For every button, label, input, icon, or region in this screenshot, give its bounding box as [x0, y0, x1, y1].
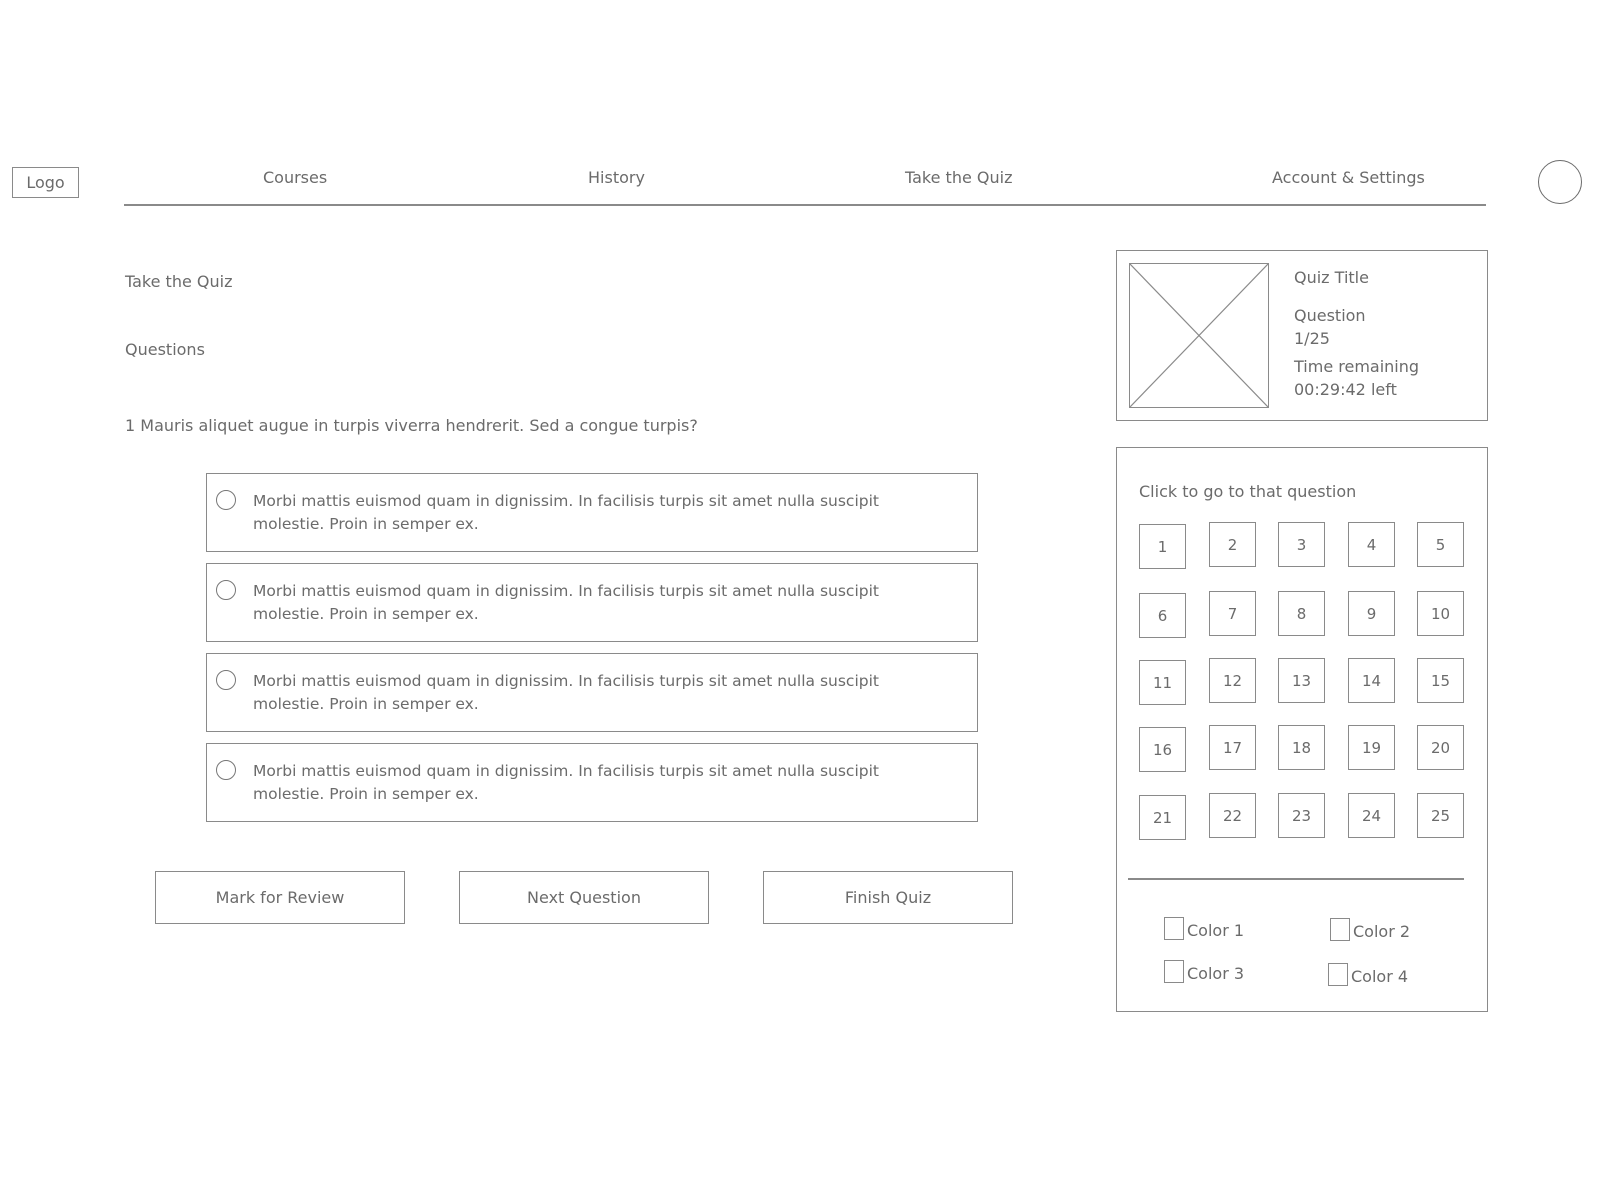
nav-divider: [124, 204, 1486, 206]
navigator-title: Click to go to that question: [1139, 482, 1357, 501]
legend-color-1[interactable]: [1164, 917, 1244, 940]
image-placeholder-icon: [1129, 263, 1269, 408]
question-text: 1 Mauris aliquet augue in turpis viverra hendrerit. Sed a congue turpis?: [125, 416, 698, 435]
quiz-info-card: [1116, 250, 1488, 421]
question-nav-button-13[interactable]: 13: [1278, 658, 1325, 703]
radio-icon[interactable]: [216, 490, 236, 510]
question-nav-button-17[interactable]: 17: [1209, 725, 1256, 770]
time-remaining-value: 00:29:42 left: [1294, 380, 1397, 399]
section-label: Questions: [125, 340, 205, 359]
question-nav-button-7[interactable]: 7: [1209, 591, 1256, 636]
nav-history[interactable]: History: [588, 168, 645, 187]
question-label: Question: [1294, 306, 1366, 325]
legend-color-4[interactable]: [1328, 963, 1408, 986]
question-nav-button-9[interactable]: 9: [1348, 591, 1395, 636]
question-nav-button-10[interactable]: 10: [1417, 591, 1464, 636]
question-nav-button-8[interactable]: 8: [1278, 591, 1325, 636]
nav-take-the-quiz[interactable]: Take the Quiz: [905, 168, 1013, 187]
answer-text: Morbi mattis euismod quam in dignissim. In facilisis turpis sit amet nulla suscipit molestie. Proin in semper ex.: [253, 762, 879, 803]
legend-label: Color 2: [1353, 922, 1411, 941]
legend-label: Color 1: [1187, 921, 1245, 940]
nav-account-settings[interactable]: Account & Settings: [1272, 168, 1425, 187]
answer-option-4[interactable]: [206, 743, 978, 822]
question-nav-button-14[interactable]: 14: [1348, 658, 1395, 703]
question-nav-button-4[interactable]: 4: [1348, 522, 1395, 567]
navigator-divider: [1128, 878, 1464, 880]
nav-courses[interactable]: Courses: [263, 168, 328, 187]
finish-quiz-button[interactable]: Finish Quiz: [763, 871, 1013, 924]
next-question-button[interactable]: Next Question: [459, 871, 709, 924]
answer-text: Morbi mattis euismod quam in dignissim. In facilisis turpis sit amet nulla suscipit molestie. Proin in semper ex.: [253, 672, 879, 713]
question-nav-button-21[interactable]: 21: [1139, 795, 1186, 840]
question-nav-button-15[interactable]: 15: [1417, 658, 1464, 703]
answer-option-3[interactable]: [206, 653, 978, 732]
radio-icon[interactable]: [216, 760, 236, 780]
question-nav-button-22[interactable]: 22: [1209, 793, 1256, 838]
question-nav-button-1[interactable]: 1: [1139, 524, 1186, 569]
answer-text: Morbi mattis euismod quam in dignissim. In facilisis turpis sit amet nulla suscipit molestie. Proin in semper ex.: [253, 582, 879, 623]
question-nav-button-2[interactable]: 2: [1209, 522, 1256, 567]
question-nav-button-12[interactable]: 12: [1209, 658, 1256, 703]
question-nav-button-5[interactable]: 5: [1417, 522, 1464, 567]
legend-label: Color 4: [1351, 967, 1409, 986]
checkbox-icon[interactable]: [1330, 918, 1350, 941]
question-progress: 1/25: [1294, 329, 1330, 348]
question-nav-button-3[interactable]: 3: [1278, 522, 1325, 567]
question-nav-button-25[interactable]: 25: [1417, 793, 1464, 838]
legend-label: Color 3: [1187, 964, 1245, 983]
question-nav-button-11[interactable]: 11: [1139, 660, 1186, 705]
checkbox-icon[interactable]: [1164, 960, 1184, 983]
question-nav-button-19[interactable]: 19: [1348, 725, 1395, 770]
answer-option-1[interactable]: [206, 473, 978, 552]
legend-color-3[interactable]: [1164, 960, 1244, 983]
mark-for-review-button[interactable]: Mark for Review: [155, 871, 405, 924]
logo[interactable]: Logo: [12, 167, 79, 198]
answer-option-2[interactable]: [206, 563, 978, 642]
answer-text: Morbi mattis euismod quam in dignissim. In facilisis turpis sit amet nulla suscipit molestie. Proin in semper ex.: [253, 492, 879, 533]
time-remaining-label: Time remaining: [1294, 357, 1420, 376]
radio-icon[interactable]: [216, 580, 236, 600]
question-nav-button-18[interactable]: 18: [1278, 725, 1325, 770]
question-nav-button-23[interactable]: 23: [1278, 793, 1325, 838]
quiz-title: Quiz Title: [1294, 268, 1369, 287]
radio-icon[interactable]: [216, 670, 236, 690]
question-nav-button-6[interactable]: 6: [1139, 593, 1186, 638]
question-nav-button-16[interactable]: 16: [1139, 727, 1186, 772]
checkbox-icon[interactable]: [1328, 963, 1348, 986]
page-title: Take the Quiz: [125, 272, 233, 291]
question-navigator: [1116, 447, 1488, 1012]
avatar[interactable]: [1538, 160, 1582, 204]
checkbox-icon[interactable]: [1164, 917, 1184, 940]
question-nav-button-20[interactable]: 20: [1417, 725, 1464, 770]
legend-color-2[interactable]: [1330, 918, 1410, 941]
question-nav-button-24[interactable]: 24: [1348, 793, 1395, 838]
